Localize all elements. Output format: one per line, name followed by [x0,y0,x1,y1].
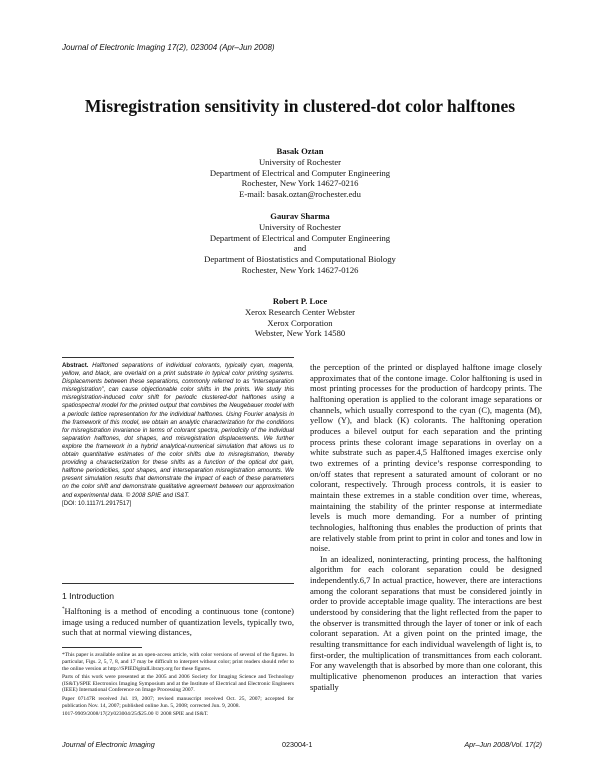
abstract-text: Halftoned separations of individual colorants, typically cyan, magenta, yellow, and black, are overlaid on a print substrate in typical color printing systems. Displacements between these separations, commonly referred to as “interseparation misregistration”, can cause objectionable color shifts in the prints. We study this misregistration-induced color shift for periodic clustered-dot halftones using a spatiospectral model for the printed output that combines the Neugebauer model with a periodic lattice representation for the individual halftones. Using Fourier analysis in the framework of this model, we obtain an analytic characterization for the conditions for misregistration invariance in terms of colorant spectra, periodicity of the individual separation halftones, dot shapes, and misregistration displacements. We further explore the framework in a hybrid analytical-numerical simulation that allows us to obtain quantitative estimates of the color shifts due to misregistration, thereby providing a characterization for these shifts as a function of the optical dot gain, halftone periodicities, spot shapes, and interseparation misregistration amounts. We present simulation results that demonstrate the impact of each of these parameters on the color shift and demonstrate qualitative agreement between our approximation and experimental data. [62,362,294,499]
affiliation-line: Rochester, New York 14627-0126 [241,264,359,275]
affiliation-line: Department of Electrical and Computer Engineering [209,167,391,178]
intro-text: Halftoning is a method of encoding a continuous tone (contone) image using a reduced number of quantization levels, typically two, such that at normal viewing distances, [62,605,294,638]
affiliation-line: Department of Electrical and Computer Engineering [209,232,391,243]
author-block-3 [0,296,600,339]
footer-journal: Journal of Electronic Imaging [62,740,155,749]
affiliation-line: Department of Biostatistics and Computational Biology [204,254,396,265]
footnote: Parts of this work were presented at the 2005 and 2006 Society for Imaging Science and Technology (IS&T)/SPIE Electronics Imaging Symposium and at the Institute of Electrical and Electronic Engineers (IEEE) International Conference on Image Processing 2007. [62,673,294,694]
footnote: *This paper is available online as an open-access article, with color versions of several of the figures. In particular, Figs. 2, 5, 7, 8, and 17 may be difficult to interpret without color; print readers should refer to the online version at http://SPIEDigitalLibrary.org for these figures. [62,652,294,672]
affiliation-line: Xerox Research Center Webster [244,306,356,317]
footer-volume: Apr–Jun 2008/Vol. 17(2) [464,740,542,749]
author-block-1 [0,146,600,200]
email-line: E-mail: basak.oztan@rochester.edu [239,189,361,200]
journal-header: Journal of Electronic Imaging 17(2), 023004 (Apr–Jun 2008) [62,43,275,52]
affiliation-line: Xerox Corporation [267,317,333,328]
footnote-rule [62,647,142,648]
paper-title: Misregistration sensitivity in clustered-dot color halftones [84,96,516,116]
abstract-bottom-rule [62,583,294,584]
affiliation-line: and [293,243,307,254]
footnote-marker: * [62,607,65,612]
author-block-2 [0,211,600,276]
intro-paragraph [62,605,294,638]
footnotes [62,652,294,719]
right-column [310,362,542,692]
footer-page-number: 023004-1 [282,740,313,749]
doi: [DOI: 10.1117/1.2917517] [62,499,132,507]
abstract [62,362,294,508]
footnote: 1017-9909/2008/17(2)/023004/25/$25.00 © 2008 SPIE and IS&T. [62,710,209,717]
affiliation-line: University of Rochester [258,221,342,232]
author-name: Gaurav Sharma [270,211,330,221]
abstract-copyright: © 2008 SPIE and IS&T. [125,491,190,499]
affiliation-line: Webster, New York 14580 [254,328,346,339]
abstract-top-rule [62,357,294,358]
author-name: Robert P. Loce [272,296,328,306]
author-name: Basak Oztan [276,146,324,156]
body-paragraph: In an idealized, noninteracting, printing process, the halftoning algorithm for each colorant separation could be designed independently.6,7 In actual practice, however, there are interactions among the colorant separations that must be considered jointly in order to provide acceptable image quality. The interactions are best understood by considering that the light reflected from the paper to the observer is transmitted through the layer of toner or ink of each colorant separation. At a given point on the printed image, the resulting transmittance for each individual wavelength of light is, to first-order, the multiplication of transmittances from each colorant. For any wavelength that is absorbed by more than one colorant, this multiplicative phenomenon produces an interaction that varies spatially [310,553,542,692]
affiliation-line: University of Rochester [258,156,342,167]
footnote: Paper 07147R received Jul. 19, 2007; revised manuscript received Oct. 25, 2007; accepted for publication Nov. 14, 2007; published online Jun. 5, 2008; corrected Jun. 9, 2008. [62,695,294,709]
body-paragraph: the perception of the printed or displayed halftone image closely approximates that of the contone image. Color halftoning is used in most printing processes for the production of hardcopy prints. The halftoning operation is applied to the colorant image separations or channels, which usually correspond to the cyan (C), magenta (M), yellow (Y), and black (K) colorants. The halftoning operation produces a bilevel output for each separation and the printing process prints these colorant image separations in overlay on a white substrate such as paper.4,5 Halftoned images exercise only two extremes of a printing device’s response corresponding to on/off states that represent a saturated amount of colorant or no colorant, respectively. Through process controls, it is easier to maintain these extremes in a stable condition over time, whereas, maintaining the stability of the printer response at intermediate levels is much more demanding. For a number of printing technologies, halftoning thus enables the production of prints that are relatively stable from print to print in color and tones and low in noise. [310,362,542,554]
abstract-label: Abstract. [62,362,89,369]
section-heading: 1 Introduction [62,591,115,601]
affiliation-line: Rochester, New York 14627-0216 [241,178,359,189]
